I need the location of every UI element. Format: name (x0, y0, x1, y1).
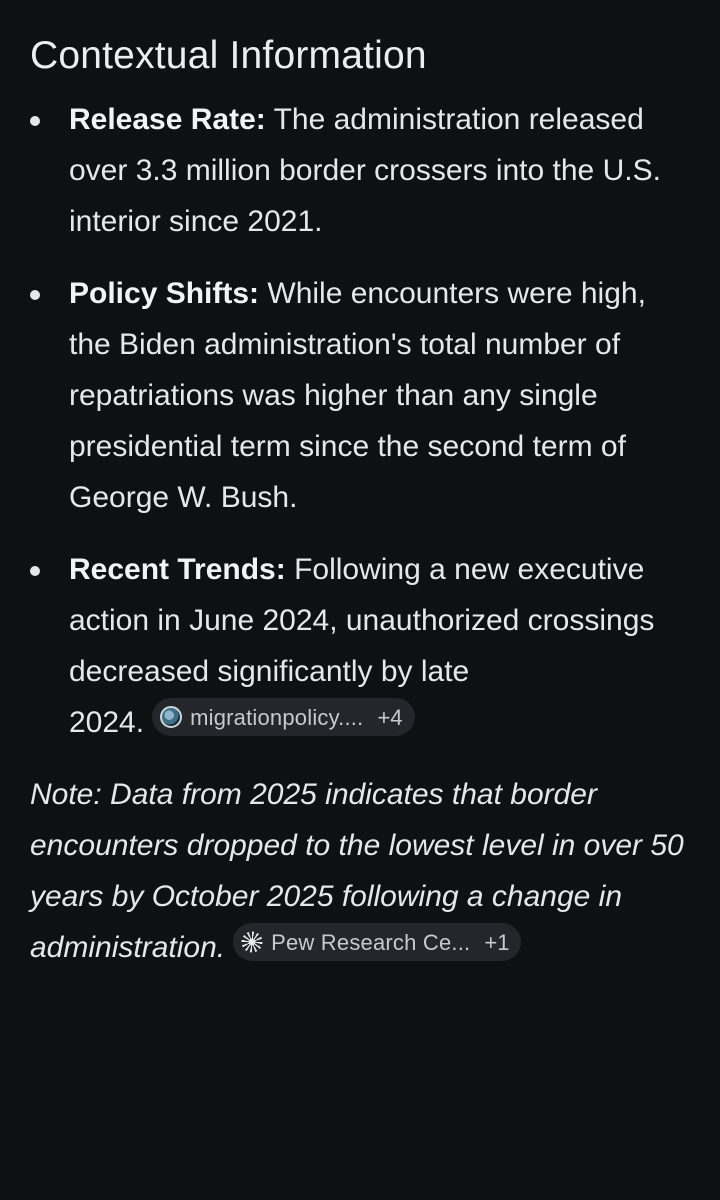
source-chip-count: +4 (377, 704, 403, 730)
bullet-dot (30, 566, 40, 576)
sunburst-icon (241, 931, 263, 953)
globe-icon (160, 706, 182, 728)
section-heading: Contextual Information (30, 34, 427, 77)
bullet-dot (30, 290, 40, 300)
bullet-dot (30, 116, 40, 126)
source-chip-label: Pew Research Ce... (271, 929, 471, 955)
bullet-release-rate (30, 94, 690, 247)
note-paragraph (30, 769, 690, 973)
bullet-list (30, 94, 690, 748)
bullet-recent-trends (30, 544, 690, 748)
bullet-text-end: 2024. (69, 706, 145, 739)
bullet-text: Following a new executive action in June 2024, unauthorized crossings decreased significantly by late (69, 553, 655, 688)
note-text: Note: Data from 2025 indicates that border encounters dropped to the lowest level in over 50 years by October 2025 following a change in (30, 778, 684, 913)
source-chip-migrationpolicy[interactable] (152, 698, 414, 736)
bullet-text: The administration released over 3.3 million border crossers into the U.S. interior since 2021. (69, 103, 661, 238)
source-chip-label: migrationpolicy.... (190, 704, 364, 730)
source-chip-count: +1 (484, 929, 510, 955)
bullet-label: Policy Shifts: (69, 277, 260, 310)
source-chip-pew-research[interactable] (233, 923, 521, 961)
bullet-label: Release Rate: (69, 103, 266, 136)
bullet-text: While encounters were high, the Biden administration's total number of repatriations was higher than any single presidential term since the second term of George W. Bush. (69, 277, 646, 514)
note-text-end: administration. (30, 931, 226, 964)
bullet-label: Recent Trends: (69, 553, 286, 586)
bullet-policy-shifts (30, 268, 690, 523)
